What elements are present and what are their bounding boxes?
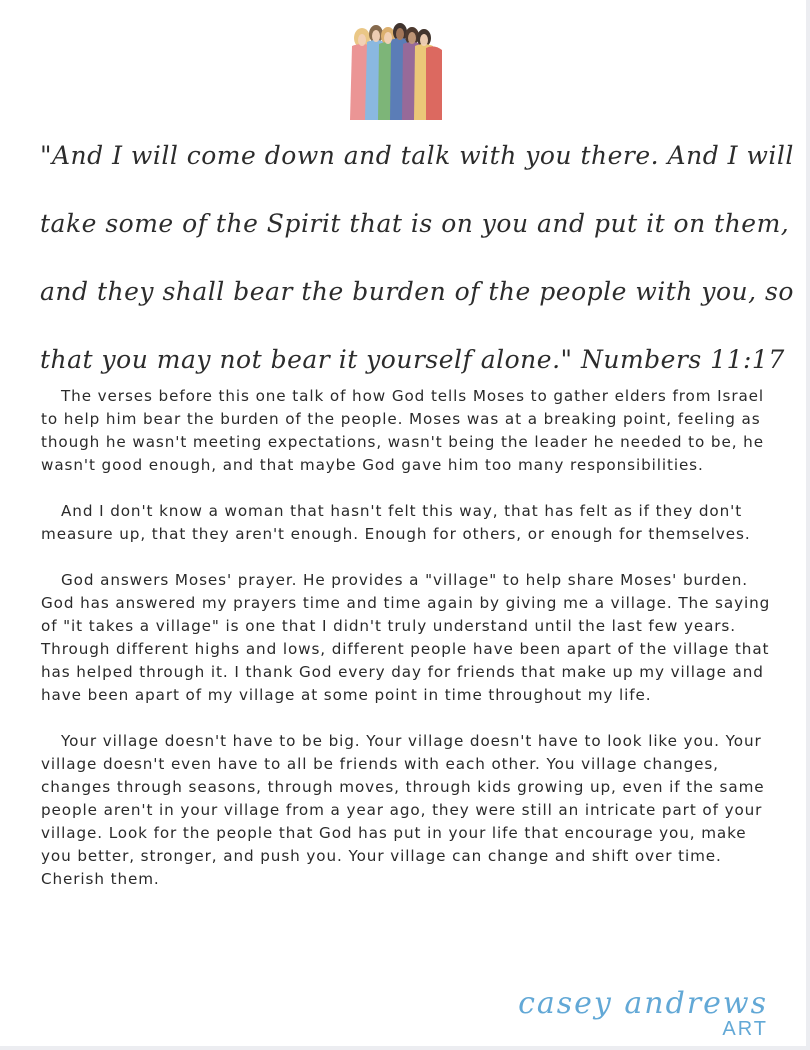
body-paragraph: Your village doesn't have to be big. Your village doesn't have to look like you. Your village doesn't even have to all be friends with each other. You village changes, changes through seasons, through moves, through kids growing up, even if the same people aren't in your village from a year ago, they were still an intricate part of your village. Look for the people that God has put in your life that encourage you, make you better, stronger, and push you. Your village can change and shift over time. Cherish them. <box>41 732 765 888</box>
devotional-body <box>41 385 771 891</box>
scripture-verse <box>40 122 794 394</box>
verse-line: that you may not bear it yourself alone." Numbers 11:17 <box>40 345 785 374</box>
artist-signature <box>508 986 770 1042</box>
verse-line: and they shall bear the burden of the people with you, so <box>40 277 794 306</box>
body-paragraph: And I don't know a woman that hasn't felt this way, that has felt as if they don't measure up, that they aren't enough. Enough for others, or enough for themselves. <box>41 502 751 543</box>
women-village-watercolor-icon <box>334 16 448 124</box>
verse-line: take some of the Spirit that is on you and put it on them, <box>40 209 790 238</box>
body-paragraph: The verses before this one talk of how God tells Moses to gather elders from Israel to help him bear the burden of the people. Moses was at a breaking point, feeling as though he wasn't meeting expectations, wasn't being the leader he needed to be, he wasn't good enough, and that maybe God gave him too many responsibilities. <box>41 387 765 474</box>
signature-subtitle: ART <box>722 1018 768 1040</box>
verse-line: "And I will come down and talk with you there. And I will <box>40 141 794 170</box>
body-paragraph: God answers Moses' prayer. He provides a "village" to help share Moses' burden. God has answered my prayers time and time again by giving me a village. The saying of "it takes a village" is one that I didn't truly understand until the last few years. Through different highs and lows, different people have been apart of the village that has helped through it. I thank God every day for friends that make up my village and have been apart of my village at some point in time throughout my life. <box>41 571 771 704</box>
signature-name: casey andrews <box>518 986 768 1021</box>
